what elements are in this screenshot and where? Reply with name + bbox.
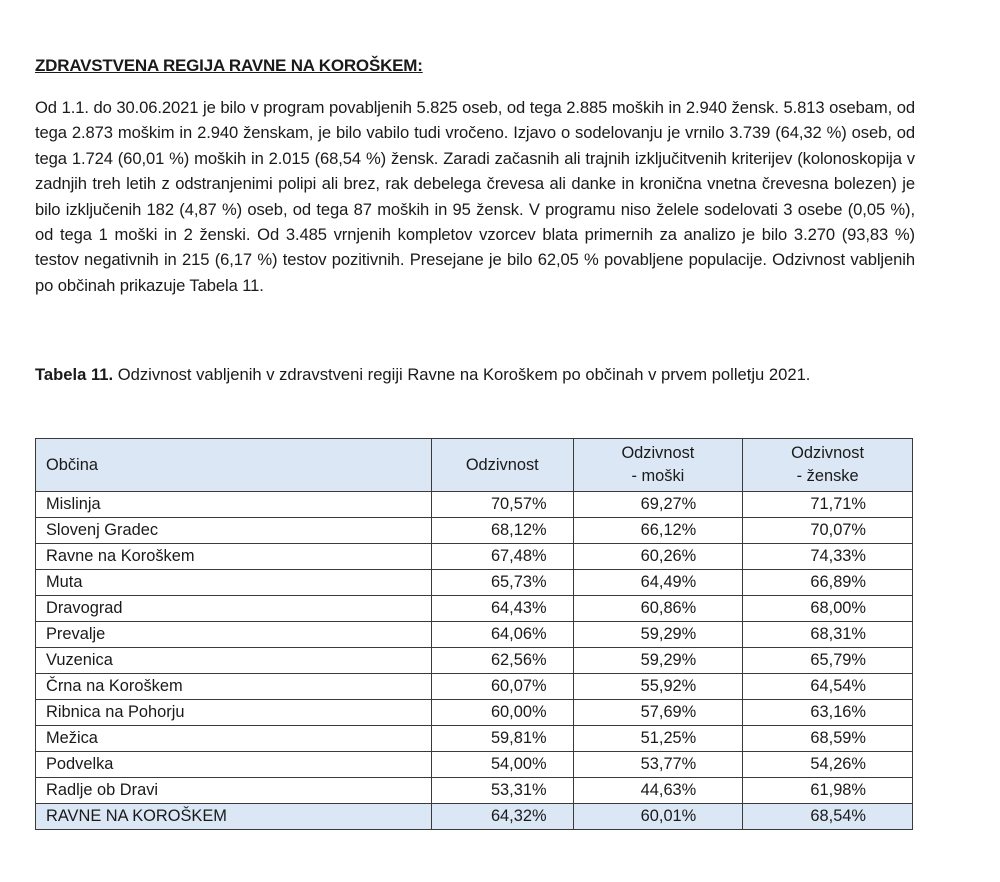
header-line: - ženske: [796, 467, 859, 485]
caption-text: Odzivnost vabljenih v zdravstveni regiji Ravne na Koroškem po občinah v prvem polletju 2021.: [113, 365, 811, 384]
header-line: Odzivnost: [621, 444, 695, 462]
header-odzivnost-moski: [573, 439, 743, 492]
cell-odzivnost: 62,56%: [432, 648, 574, 674]
table-header-row: [36, 439, 913, 492]
table-row: [36, 752, 913, 778]
table-row: [36, 700, 913, 726]
cell-odzivnost-moski: 60,01%: [573, 804, 743, 830]
table-row: [36, 622, 913, 648]
cell-obcina: Dravograd: [36, 596, 432, 622]
cell-odzivnost-zenske: 65,79%: [743, 648, 913, 674]
table-row: [36, 596, 913, 622]
cell-obcina: Slovenj Gradec: [36, 518, 432, 544]
table-row: [36, 544, 913, 570]
cell-obcina: RAVNE NA KOROŠKEM: [36, 804, 432, 830]
header-odzivnost-zenske: [743, 439, 913, 492]
cell-odzivnost-moski: 51,25%: [573, 726, 743, 752]
cell-odzivnost-zenske: 68,54%: [743, 804, 913, 830]
cell-obcina: Muta: [36, 570, 432, 596]
cell-odzivnost-moski: 53,77%: [573, 752, 743, 778]
cell-odzivnost: 64,43%: [432, 596, 574, 622]
cell-odzivnost-moski: 60,26%: [573, 544, 743, 570]
table-row: [36, 648, 913, 674]
table-row: [36, 674, 913, 700]
cell-obcina: Mislinja: [36, 492, 432, 518]
cell-obcina: Mežica: [36, 726, 432, 752]
cell-odzivnost-moski: 55,92%: [573, 674, 743, 700]
table-total-row: [36, 804, 913, 830]
cell-odzivnost-zenske: 70,07%: [743, 518, 913, 544]
cell-odzivnost-zenske: 63,16%: [743, 700, 913, 726]
cell-odzivnost-moski: 60,86%: [573, 596, 743, 622]
cell-odzivnost: 59,81%: [432, 726, 574, 752]
cell-odzivnost-zenske: 54,26%: [743, 752, 913, 778]
cell-obcina: Ravne na Koroškem: [36, 544, 432, 570]
cell-odzivnost-zenske: 64,54%: [743, 674, 913, 700]
header-line: Odzivnost: [791, 444, 865, 462]
cell-odzivnost-zenske: 68,31%: [743, 622, 913, 648]
cell-odzivnost-zenske: 68,00%: [743, 596, 913, 622]
table-row: [36, 778, 913, 804]
cell-odzivnost: 53,31%: [432, 778, 574, 804]
cell-obcina: Radlje ob Dravi: [36, 778, 432, 804]
header-line: - moški: [631, 467, 685, 485]
cell-obcina: Ribnica na Pohorju: [36, 700, 432, 726]
table-row: [36, 518, 913, 544]
table-caption: [35, 362, 915, 387]
cell-odzivnost-zenske: 68,59%: [743, 726, 913, 752]
header-obcina: Občina: [36, 439, 432, 492]
cell-odzivnost-moski: 44,63%: [573, 778, 743, 804]
cell-obcina: Prevalje: [36, 622, 432, 648]
cell-obcina: Vuzenica: [36, 648, 432, 674]
cell-odzivnost: 67,48%: [432, 544, 574, 570]
cell-odzivnost-moski: 66,12%: [573, 518, 743, 544]
section-heading: ZDRAVSTVENA REGIJA RAVNE NA KOROŠKEM:: [35, 56, 423, 75]
table-row: [36, 726, 913, 752]
cell-odzivnost: 70,57%: [432, 492, 574, 518]
caption-label: Tabela 11.: [35, 365, 114, 384]
cell-odzivnost-moski: 69,27%: [573, 492, 743, 518]
table-row: [36, 492, 913, 518]
cell-odzivnost: 64,32%: [432, 804, 574, 830]
body-paragraph: Od 1.1. do 30.06.2021 je bilo v program povabljenih 5.825 oseb, od tega 2.885 moških in 2.940 žensk. 5.813 osebam, od tega 2.873 moškim in 2.940 ženskam, je bilo vabilo tudi vročeno. Izjavo o sodelovanju je vrnilo 3.739 (64,32 %) oseb, od tega 1.724 (60,01 %) moških in 2.015 (68,54 %) žensk. Zaradi začasnih ali trajnih izključitvenih kriterijev (kolonoskopija v zadnjih treh letih z odstranjenimi polipi ali brez, rak debelega črevesa ali danke in kronična vnetna črevesna bolezen) je bilo izključenih 182 (4,87 %) oseb, od tega 87 moških in 95 žensk. V programu niso želele sodelovati 3 osebe (0,05 %), od tega 1 moški in 2 ženski. Od 3.485 vrnjenih kompletov vzorcev blata primernih za analizo je bilo 3.270 (93,83 %) testov negativnih in 215 (6,17 %) testov pozitivnih. Presejane je bilo 62,05 % povabljene populacije. Odzivnost vabljenih po občinah prikazuje Tabela 11.: [35, 98, 915, 295]
cell-odzivnost: 54,00%: [432, 752, 574, 778]
cell-odzivnost-moski: 59,29%: [573, 622, 743, 648]
cell-obcina: Črna na Koroškem: [36, 674, 432, 700]
cell-odzivnost: 60,07%: [432, 674, 574, 700]
cell-odzivnost-moski: 57,69%: [573, 700, 743, 726]
table-row: [36, 570, 913, 596]
cell-odzivnost-moski: 64,49%: [573, 570, 743, 596]
cell-odzivnost-zenske: 61,98%: [743, 778, 913, 804]
cell-odzivnost: 65,73%: [432, 570, 574, 596]
cell-odzivnost: 60,00%: [432, 700, 574, 726]
cell-odzivnost-zenske: 66,89%: [743, 570, 913, 596]
cell-odzivnost-moski: 59,29%: [573, 648, 743, 674]
response-rate-table: [35, 438, 913, 830]
cell-odzivnost: 64,06%: [432, 622, 574, 648]
cell-odzivnost-zenske: 71,71%: [743, 492, 913, 518]
cell-odzivnost-zenske: 74,33%: [743, 544, 913, 570]
cell-odzivnost: 68,12%: [432, 518, 574, 544]
header-odzivnost: Odzivnost: [432, 439, 574, 492]
cell-obcina: Podvelka: [36, 752, 432, 778]
